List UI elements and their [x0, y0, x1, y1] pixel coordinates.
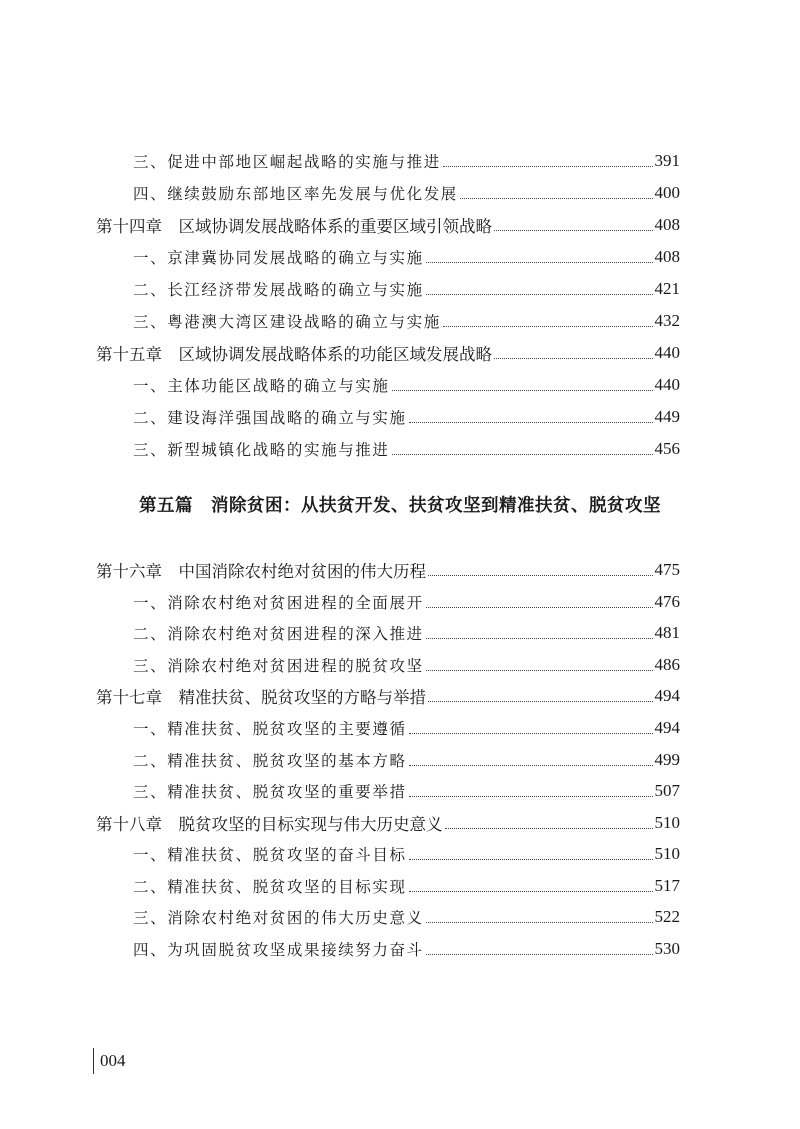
entry-title: 二、精准扶贫、脱贫攻坚的基本方略	[133, 752, 407, 770]
leader-dots	[443, 166, 653, 167]
entry-page: 400	[654, 183, 680, 202]
toc-entry	[133, 370, 680, 400]
page-number	[93, 1046, 126, 1076]
chapter-title: 第十七章 精准扶贫、脱贫攻坚的方略与举措	[96, 688, 426, 707]
entry-title: 四、继续鼓励东部地区率先发展与优化发展	[133, 185, 458, 203]
toc-entry	[133, 402, 680, 432]
toc-chapter	[96, 808, 680, 838]
toc-entry	[133, 587, 680, 617]
entry-page: 510	[654, 844, 680, 863]
entry-page: 494	[654, 718, 680, 737]
toc-entry	[133, 242, 680, 272]
entry-page: 476	[654, 592, 680, 611]
leader-dots	[494, 358, 653, 359]
folio-number: 004	[100, 1051, 126, 1070]
leader-dots	[443, 326, 653, 327]
entry-page: 530	[654, 939, 680, 958]
toc-entry	[133, 776, 680, 806]
leader-dots	[409, 796, 653, 797]
leader-dots	[409, 733, 653, 734]
entry-title: 一、精准扶贫、脱贫攻坚的奋斗目标	[133, 846, 407, 864]
entry-page: 421	[654, 279, 680, 298]
entry-title: 二、消除农村绝对贫困进程的深入推进	[133, 625, 424, 643]
entry-page: 522	[654, 907, 680, 926]
part-title: 第五篇 消除贫困：从扶贫开发、扶贫攻坚到精准扶贫、脱贫攻坚	[139, 496, 661, 516]
entry-title: 二、长江经济带发展战略的确立与实施	[133, 281, 424, 299]
leader-dots	[392, 454, 653, 455]
entry-page: 440	[654, 375, 680, 394]
entry-page: 486	[654, 655, 680, 674]
folio-rule	[93, 1048, 94, 1074]
entry-title: 三、新型城镇化战略的实施与推进	[133, 441, 390, 459]
toc-entry	[133, 434, 680, 464]
toc-entry	[133, 902, 680, 932]
leader-dots	[494, 230, 653, 231]
entry-title: 二、建设海洋强国战略的确立与实施	[133, 409, 407, 427]
entry-title: 三、粤港澳大湾区建设战略的确立与实施	[133, 313, 441, 331]
leader-dots	[426, 954, 653, 955]
entry-page: 440	[654, 343, 680, 362]
toc-entry	[133, 839, 680, 869]
leader-dots	[426, 638, 653, 639]
leader-dots	[428, 701, 653, 702]
toc-chapter	[96, 210, 680, 240]
leader-dots	[426, 922, 653, 923]
entry-title: 三、消除农村绝对贫困进程的脱贫攻坚	[133, 657, 424, 675]
entry-title: 四、为巩固脱贫攻坚成果接续努力奋斗	[133, 941, 424, 959]
entry-page: 449	[654, 407, 680, 426]
entry-page: 456	[654, 439, 680, 458]
leader-dots	[445, 828, 653, 829]
entry-title: 一、京津冀协同发展战略的确立与实施	[133, 249, 424, 267]
leader-dots	[426, 670, 653, 671]
entry-page: 391	[654, 151, 680, 170]
entry-page: 481	[654, 623, 680, 642]
entry-page: 408	[654, 215, 680, 234]
leader-dots	[392, 390, 653, 391]
leader-dots	[409, 859, 653, 860]
entry-page: 432	[654, 311, 680, 330]
entry-page: 475	[654, 560, 680, 579]
chapter-title: 第十四章 区域协调发展战略体系的重要区域引领战略	[96, 217, 492, 236]
toc-entry	[133, 274, 680, 304]
entry-title: 三、消除农村绝对贫困的伟大历史意义	[133, 909, 424, 927]
entry-title: 三、促进中部地区崛起战略的实施与推进	[133, 153, 441, 171]
toc-entry	[133, 713, 680, 743]
entry-title: 一、精准扶贫、脱贫攻坚的主要遵循	[133, 720, 407, 738]
entry-page: 507	[654, 781, 680, 800]
leader-dots	[426, 607, 653, 608]
leader-dots	[428, 575, 653, 576]
entry-title: 三、精准扶贫、脱贫攻坚的重要举措	[133, 783, 407, 801]
entry-page: 408	[654, 247, 680, 266]
toc-chapter	[96, 338, 680, 368]
leader-dots	[409, 765, 653, 766]
leader-dots	[460, 198, 653, 199]
toc-entry	[133, 745, 680, 775]
toc-chapter	[96, 681, 680, 711]
toc-entry	[133, 871, 680, 901]
chapter-title: 第十五章 区域协调发展战略体系的功能区域发展战略	[96, 345, 492, 364]
leader-dots	[409, 422, 653, 423]
toc-entry	[133, 306, 680, 336]
toc-chapter	[96, 555, 680, 585]
entry-title: 一、消除农村绝对贫困进程的全面展开	[133, 594, 424, 612]
leader-dots	[409, 891, 653, 892]
toc-entry	[133, 178, 680, 208]
toc-entry	[133, 650, 680, 680]
toc-entry	[133, 618, 680, 648]
leader-dots	[426, 262, 653, 263]
entry-page: 517	[654, 876, 680, 895]
chapter-title: 第十六章 中国消除农村绝对贫困的伟大历程	[96, 562, 426, 581]
entry-page: 510	[654, 813, 680, 832]
leader-dots	[426, 294, 653, 295]
toc-entry	[133, 146, 680, 176]
entry-page: 499	[654, 750, 680, 769]
toc-entry	[133, 934, 680, 964]
entry-page: 494	[654, 686, 680, 705]
entry-title: 一、主体功能区战略的确立与实施	[133, 377, 390, 395]
chapter-title: 第十八章 脱贫攻坚的目标实现与伟大历史意义	[96, 815, 443, 834]
entry-title: 二、精准扶贫、脱贫攻坚的目标实现	[133, 878, 407, 896]
